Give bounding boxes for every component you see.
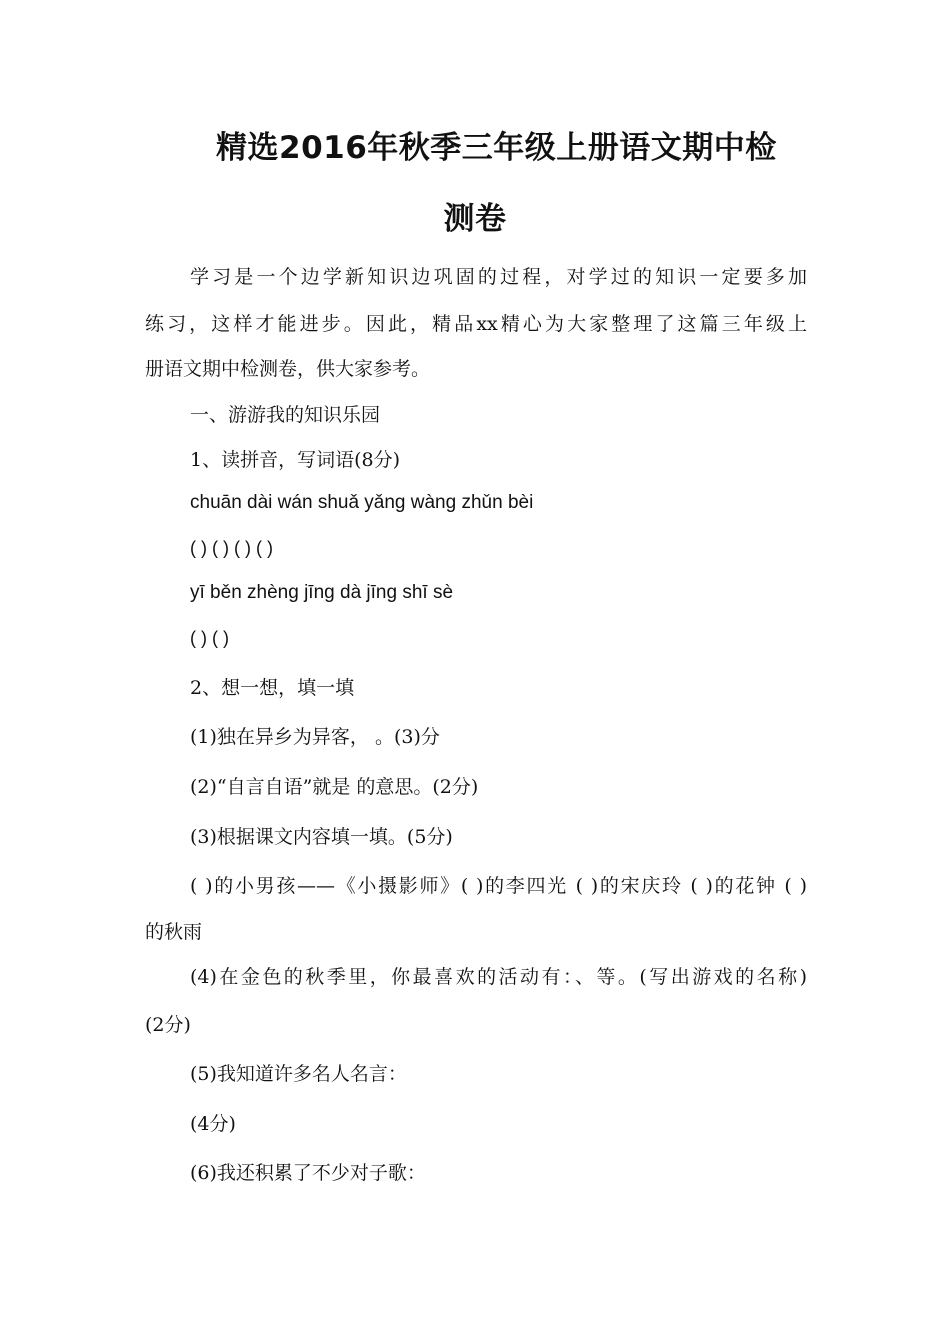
question-2-item-4-line-1: (4)在金色的秋季里，你最喜欢的活动有：、等。(写出游戏的名称) [190, 966, 807, 988]
intro-paragraph-line-1: 学习是一个边学新知识边巩固的过程，对学过的知识一定要多加 [190, 266, 807, 288]
question-1-heading: 1、读拼音，写词语(8分) [190, 449, 401, 471]
document-title-line-1: 精选2016年秋季三年级上册语文期中检 [216, 130, 777, 166]
question-1-pinyin-row-2: yī běn zhèng jīng dà jīng shī sè [190, 582, 454, 603]
question-1-blanks-row-1: ( ) ( ) ( ) ( ) [190, 538, 273, 558]
question-2-item-4-line-2: (2分) [145, 1014, 191, 1036]
question-2-item-3: (3)根据课文内容填一填。(5分) [190, 826, 453, 848]
question-1-blanks-row-2: ( ) ( ) [190, 628, 229, 648]
question-2-item-3-line-1: ( )的小男孩——《小摄影师》( )的李四光 ( )的宋庆玲 ( )的花钟 ( ) [190, 875, 807, 897]
document-title-line-2: 测卷 [443, 201, 507, 237]
question-2-item-5-score: (4分) [190, 1113, 236, 1135]
question-2-item-2: (2)“自言自语”就是 的意思。(2分) [190, 776, 479, 798]
intro-paragraph-line-3: 册语文期中检测卷，供大家参考。 [145, 358, 431, 380]
question-2-item-5: (5)我知道许多名人名言： [190, 1063, 407, 1085]
intro-paragraph-line-2: 练习，这样才能进步。因此，精品xx精心为大家整理了这篇三年级上 [145, 313, 807, 335]
question-2-item-6: (6)我还积累了不少对子歌： [190, 1162, 426, 1184]
question-1-pinyin-row-1: chuān dài wán shuǎ yǎng wàng zhǔn bèi [190, 492, 534, 513]
question-2-item-3-line-2: 的秋雨 [145, 921, 203, 943]
section-heading: 一、游游我的知识乐园 [190, 404, 381, 426]
question-2-heading: 2、想一想，填一填 [190, 677, 355, 699]
question-2-item-1: (1)独在异乡为异客， 。(3)分 [190, 726, 440, 748]
